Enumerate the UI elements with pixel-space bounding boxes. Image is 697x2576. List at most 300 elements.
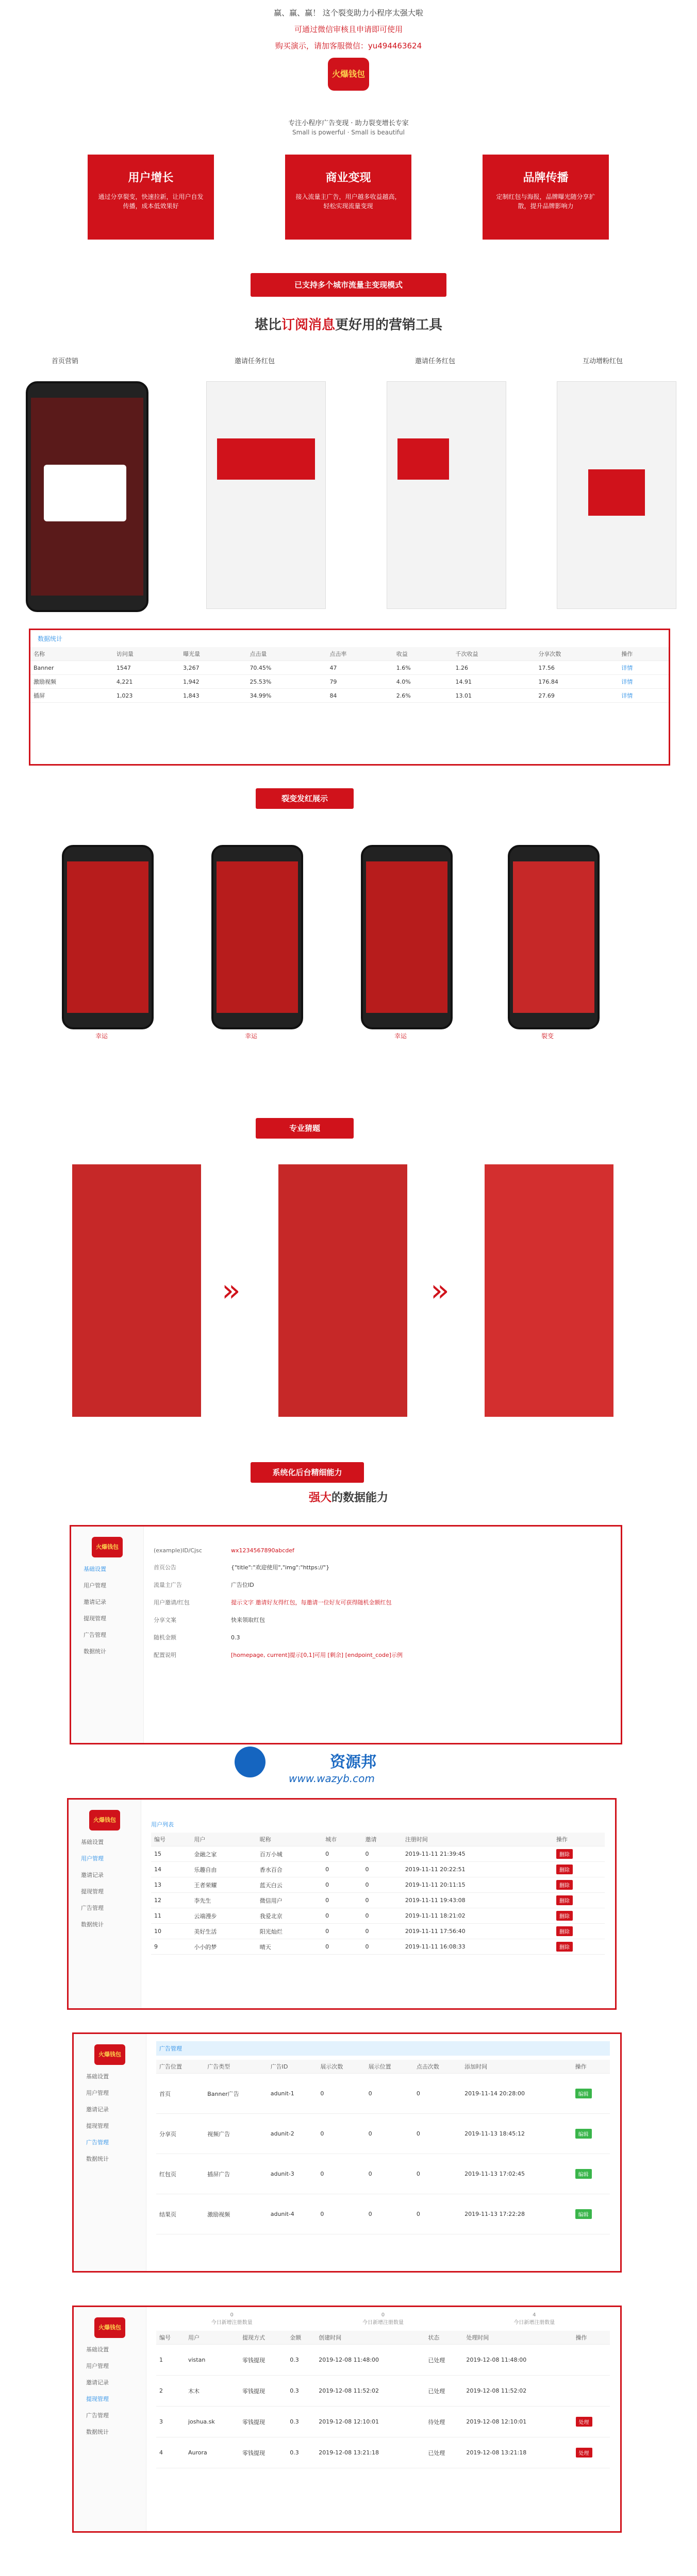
admin-sidebar xyxy=(74,2034,146,2271)
tools-title xyxy=(0,314,697,333)
cell: adunit-2 xyxy=(268,2114,318,2154)
cell: 2019-11-11 18:21:02 xyxy=(402,1908,553,1924)
config-label: 用户邀请/红包 xyxy=(154,1599,190,1606)
col-header: 展示位置 xyxy=(366,2060,413,2074)
cell: 1,843 xyxy=(180,689,246,703)
header-tagline: 赢、赢、赢！ 这个裂变助力小程序太强大啦 xyxy=(274,8,423,18)
sidebar-item[interactable]: 广告管理 xyxy=(81,1905,104,1911)
brand-slogan-en: Small is powerful · Small is beautiful xyxy=(292,129,405,136)
cell: 0 xyxy=(322,1893,362,1908)
config-label: 配置说明 xyxy=(154,1652,176,1658)
sidebar-item[interactable]: 基础设置 xyxy=(81,1839,104,1845)
cell: 0 xyxy=(366,2194,413,2234)
brand-logo-text: 火爆钱包 xyxy=(331,69,365,79)
cell: 4,221 xyxy=(113,675,180,689)
cell: 70.45% xyxy=(246,661,326,675)
phone-label: 幸运 xyxy=(394,1032,407,1040)
config-row xyxy=(154,1547,610,1554)
cell: 0 xyxy=(362,1846,402,1862)
cell: 0 xyxy=(362,1862,402,1877)
admin-title-pre: 强大 xyxy=(308,1492,331,1504)
quiz-screen-1 xyxy=(72,1164,201,1417)
config-row xyxy=(154,1563,610,1571)
cell: 1.6% xyxy=(393,661,453,675)
header-subtitle: 可通过微信审核且申请即可使用 xyxy=(294,25,403,34)
cell: 4.0% xyxy=(393,675,453,689)
feature-card-growth xyxy=(88,155,214,240)
config-panel xyxy=(70,1525,622,1744)
header-contact xyxy=(0,40,697,51)
cell: 激励视频 xyxy=(30,675,113,689)
config-label: (example)ID/Cjsc xyxy=(154,1547,202,1554)
brand-logo xyxy=(328,58,369,91)
config-value[interactable]: [homepage, current]提示[0,1]可用 [剩余] [endpoint_code]示例 xyxy=(231,1652,403,1658)
cell: 0 xyxy=(413,2114,461,2154)
cell: 2019-12-08 12:10:01 xyxy=(463,2406,572,2437)
config-row xyxy=(154,1633,610,1641)
process-button[interactable]: 处理 xyxy=(576,2417,592,2427)
cell: 2019-11-11 21:39:45 xyxy=(402,1846,553,1862)
ads-tab[interactable]: 广告管理 xyxy=(156,2041,610,2056)
table-row xyxy=(151,1908,605,1924)
feature-card-brand xyxy=(483,155,609,240)
table-row xyxy=(30,675,669,689)
quiz-screen-2 xyxy=(278,1164,407,1417)
stat-value: 0 xyxy=(230,2312,234,2318)
cell: 1547 xyxy=(113,661,180,675)
col-header: 编号 xyxy=(156,2331,185,2345)
cell: 微信用户 xyxy=(257,1893,322,1908)
col-header: 处理时间 xyxy=(463,2331,572,2345)
cell: 3,267 xyxy=(180,661,246,675)
table-row xyxy=(156,2154,610,2194)
cell: joshua.sk xyxy=(185,2406,239,2437)
stat-item xyxy=(362,2312,404,2326)
cell: 0 xyxy=(322,1924,362,1939)
tool-label: 邀请任务红包 xyxy=(415,358,456,365)
col-header: 操作 xyxy=(572,2060,610,2074)
cell: 2019-11-13 17:02:45 xyxy=(461,2154,572,2194)
tools-title-post: 更好用的营销工具 xyxy=(335,317,443,333)
col-header: 曝光量 xyxy=(180,647,246,661)
cell: 百万小城 xyxy=(257,1846,322,1862)
cell: 34.99% xyxy=(246,689,326,703)
table-row xyxy=(156,2345,610,2376)
cell: 美好生活 xyxy=(191,1924,256,1939)
sidebar-item[interactable]: 邀请记录 xyxy=(86,2379,109,2386)
cell: 0 xyxy=(362,1939,402,1955)
admin-title-post: 的数据能力 xyxy=(331,1492,389,1504)
cell: 0 xyxy=(362,1908,402,1924)
col-header: 收益 xyxy=(393,647,453,661)
cell: Banner xyxy=(30,661,113,675)
process-button[interactable]: 处理 xyxy=(576,2448,592,2458)
cell: 11 xyxy=(151,1908,191,1924)
table-row xyxy=(30,689,669,703)
cell: 首页 xyxy=(156,2074,204,2114)
config-label: 随机金额 xyxy=(154,1634,176,1641)
withdraw-panel xyxy=(72,2306,622,2533)
cell: 已处理 xyxy=(425,2437,463,2468)
withdraw-content xyxy=(156,2312,610,2468)
sidebar-item[interactable]: 数据统计 xyxy=(86,2429,109,2435)
admin-sidebar xyxy=(74,2307,146,2531)
phone-label: 幸运 xyxy=(245,1032,258,1040)
col-header: 编号 xyxy=(151,1833,191,1846)
delete-button[interactable]: 删除 xyxy=(556,1895,573,1905)
cell: 3 xyxy=(156,2406,185,2437)
cell: 2019-11-11 16:08:33 xyxy=(402,1939,553,1955)
col-header: 展示次数 xyxy=(317,2060,365,2074)
table-row xyxy=(156,2074,610,2114)
config-row xyxy=(154,1598,610,1606)
brand-slogan-cn: 专注小程序广告变现 · 助力裂变增长专家 xyxy=(288,120,409,127)
sidebar-item[interactable]: 用户管理 xyxy=(84,1582,106,1589)
col-header: 点击量 xyxy=(246,647,326,661)
cell: 0 xyxy=(362,1877,402,1893)
config-label: 分享文案 xyxy=(154,1617,176,1623)
cell: 2 xyxy=(156,2376,185,2406)
phone-label: 幸运 xyxy=(95,1032,108,1040)
stat-value: 4 xyxy=(533,2312,536,2318)
cell: 已处理 xyxy=(425,2345,463,2376)
cell: 84 xyxy=(326,689,393,703)
cell: 木木 xyxy=(185,2376,239,2406)
withdraw-table xyxy=(156,2331,610,2468)
users-header-row xyxy=(151,1833,605,1846)
col-header: 点击次数 xyxy=(413,2060,461,2074)
cell: 2019-11-11 20:22:51 xyxy=(402,1862,553,1877)
cell: 王者荣耀 xyxy=(191,1877,256,1893)
stats-tab[interactable]: 数据统计 xyxy=(38,635,63,642)
col-header: 广告类型 xyxy=(204,2060,267,2074)
cell: 待处理 xyxy=(425,2406,463,2437)
feature-desc: 通过分享裂变，快速拉新，让用户自发传播，成本低效果好 xyxy=(98,193,204,210)
sidebar-item[interactable]: 用户管理 xyxy=(86,2363,109,2369)
cell: vistan xyxy=(185,2345,239,2376)
feature-card-monetize xyxy=(285,155,411,240)
cell: 2019-11-11 19:43:08 xyxy=(402,1893,553,1908)
config-label: 流量主广告 xyxy=(154,1582,182,1588)
tool-screen-2 xyxy=(206,381,326,609)
cell: 2019-11-14 20:28:00 xyxy=(461,2074,572,2114)
cell: 13.01 xyxy=(453,689,536,703)
table-row xyxy=(156,2376,610,2406)
col-header: 广告位置 xyxy=(156,2060,204,2074)
col-header: 添加时间 xyxy=(461,2060,572,2074)
withdraw-stats xyxy=(156,2312,610,2326)
tools-title-highlight: 订阅消息 xyxy=(281,317,335,333)
detail-link[interactable]: 详情 xyxy=(618,689,669,703)
cell: 2019-11-13 18:45:12 xyxy=(461,2114,572,2154)
col-header: 名称 xyxy=(30,647,113,661)
col-header: 访问量 xyxy=(113,647,180,661)
config-value[interactable]: wx1234567890abcdef xyxy=(231,1547,294,1554)
cell: 17.56 xyxy=(535,661,618,675)
col-header: 城市 xyxy=(322,1833,362,1846)
col-header: 创建时间 xyxy=(316,2331,425,2345)
withdraw-header-row xyxy=(156,2331,610,2345)
cell: 零钱提现 xyxy=(239,2437,287,2468)
feature-desc: 接入流量主广告，用户越多收益越高，轻松实现流量变现 xyxy=(295,193,401,210)
feature-title: 用户增长 xyxy=(128,172,174,184)
config-form xyxy=(154,1542,610,1668)
cell: 已处理 xyxy=(425,2376,463,2406)
ads-header-row xyxy=(156,2060,610,2074)
table-row xyxy=(156,2194,610,2234)
sidebar-item[interactable]: 数据统计 xyxy=(81,1921,104,1928)
cell: 10 xyxy=(151,1924,191,1939)
users-tab[interactable]: 用户列表 xyxy=(151,1821,174,1828)
sidebar-item[interactable]: 广告管理 xyxy=(84,1632,106,1638)
redpacket-phone-3 xyxy=(361,845,453,1029)
section-pill-redpacket: 裂变发红展示 xyxy=(256,788,354,809)
delete-button[interactable]: 删除 xyxy=(556,1926,573,1936)
col-header: 昵称 xyxy=(257,1833,322,1846)
ads-panel xyxy=(72,2032,622,2273)
col-header: 邀请 xyxy=(362,1833,402,1846)
cell: 1.26 xyxy=(453,661,536,675)
redpacket-phone-1 xyxy=(62,845,154,1029)
cell: 13 xyxy=(151,1877,191,1893)
cell: 视频广告 xyxy=(204,2114,267,2154)
config-row xyxy=(154,1616,610,1624)
cell: 0 xyxy=(322,1939,362,1955)
arrow-right-icon: » xyxy=(430,1273,450,1309)
edit-button[interactable]: 编辑 xyxy=(575,2129,592,2139)
watermark-gear-icon xyxy=(235,1747,265,1777)
stat-value: 0 xyxy=(381,2312,385,2318)
cell: adunit-4 xyxy=(268,2194,318,2234)
sidebar-item[interactable]: 用户管理 xyxy=(81,1855,104,1862)
sidebar-item[interactable]: 基础设置 xyxy=(86,2346,109,2353)
config-value[interactable]: 广告位ID xyxy=(231,1582,254,1588)
cell: 0 xyxy=(322,1846,362,1862)
cell: 0 xyxy=(317,2074,365,2114)
cell: 云端漫步 xyxy=(191,1908,256,1924)
table-row xyxy=(156,2437,610,2468)
cell: 9 xyxy=(151,1939,191,1955)
delete-button[interactable]: 删除 xyxy=(556,1880,573,1890)
cell: 0 xyxy=(362,1924,402,1939)
cell: 0 xyxy=(413,2194,461,2234)
tool-label: 首页营销 xyxy=(52,358,79,365)
sidebar-item[interactable]: 提现管理 xyxy=(86,2123,109,2129)
feature-title: 品牌传播 xyxy=(523,172,569,184)
cell: 2019-11-13 17:22:28 xyxy=(461,2194,572,2234)
redpacket-phone-2 xyxy=(211,845,303,1029)
config-value[interactable]: {"title":"欢迎使用","img":"https://"} xyxy=(231,1564,330,1571)
admin-sidebar xyxy=(69,1800,141,2008)
cell: 红包页 xyxy=(156,2154,204,2194)
sidebar-item[interactable]: 邀请记录 xyxy=(81,1872,104,1878)
cell: 1 xyxy=(156,2345,185,2376)
phone-label: 裂变 xyxy=(541,1032,554,1040)
cell: 4 xyxy=(156,2437,185,2468)
sidebar-item[interactable]: 用户管理 xyxy=(86,2090,109,2096)
cell: 1,023 xyxy=(113,689,180,703)
config-row xyxy=(154,1651,610,1659)
cell: 2019-12-08 13:21:18 xyxy=(463,2437,572,2468)
sidebar-item[interactable]: 提现管理 xyxy=(81,1888,104,1895)
cell: 小小的梦 xyxy=(191,1939,256,1955)
cell: 分享页 xyxy=(156,2114,204,2154)
stats-panel xyxy=(29,629,670,766)
config-value[interactable]: 快来领取红包 xyxy=(231,1617,265,1623)
delete-button[interactable]: 删除 xyxy=(556,1865,573,1874)
cell: 插屏广告 xyxy=(204,2154,267,2194)
cell: 阳光灿烂 xyxy=(257,1924,322,1939)
cell: 2019-12-08 13:21:18 xyxy=(316,2437,425,2468)
cell: 2019-12-08 11:52:02 xyxy=(463,2376,572,2406)
sidebar-item[interactable]: 数据统计 xyxy=(86,2156,109,2162)
cta-button[interactable]: 已支持多个城市流量主变现模式 xyxy=(251,273,446,297)
sidebar-item[interactable]: 广告管理 xyxy=(86,2139,109,2146)
redpacket-phone-4 xyxy=(508,845,600,1029)
cell: 2019-12-08 11:52:02 xyxy=(316,2376,425,2406)
cell: 插屏 xyxy=(30,689,113,703)
tool-label: 邀请任务红包 xyxy=(235,358,275,365)
sidebar-item[interactable]: 邀请记录 xyxy=(86,2106,109,2113)
cell: 2019-12-08 11:48:00 xyxy=(463,2345,572,2376)
cell: 0 xyxy=(322,1908,362,1924)
col-header: 提现方式 xyxy=(239,2331,287,2345)
cell: 0.3 xyxy=(287,2376,316,2406)
col-header: 操作 xyxy=(553,1833,605,1846)
table-row xyxy=(151,1862,605,1877)
contact-prefix: 购买演示，请加客服微信： xyxy=(275,41,368,50)
watermark-url: www.wazyb.com xyxy=(289,1772,375,1785)
feature-title: 商业变现 xyxy=(325,172,371,184)
edit-button[interactable]: 编辑 xyxy=(575,2169,592,2179)
stats-header-row xyxy=(30,647,669,661)
cell: 0 xyxy=(366,2074,413,2114)
cell: 乐趣自由 xyxy=(191,1862,256,1877)
cell: 我爱北京 xyxy=(257,1908,322,1924)
cell: 14.91 xyxy=(453,675,536,689)
cell: 12 xyxy=(151,1893,191,1908)
cell: 15 xyxy=(151,1846,191,1862)
cell: 晴天 xyxy=(257,1939,322,1955)
table-row xyxy=(151,1846,605,1862)
delete-button[interactable]: 删除 xyxy=(556,1942,573,1952)
col-header: 分享次数 xyxy=(535,647,618,661)
stat-label: 今日新增注册数量 xyxy=(362,2320,404,2326)
stat-item xyxy=(513,2312,555,2326)
tool-phone-1 xyxy=(26,381,148,612)
edit-button[interactable]: 编辑 xyxy=(575,2209,592,2219)
cell: 47 xyxy=(326,661,393,675)
cell: 香水百合 xyxy=(257,1862,322,1877)
sidebar-item[interactable]: 数据统计 xyxy=(84,1648,106,1655)
stat-label: 今日新增注册数量 xyxy=(211,2320,253,2326)
admin-logo: 火爆钱包 xyxy=(94,2317,125,2338)
cell: 结果页 xyxy=(156,2194,204,2234)
cell: 1,942 xyxy=(180,675,246,689)
table-row xyxy=(151,1893,605,1908)
stat-item xyxy=(211,2312,253,2326)
table-row xyxy=(156,2406,610,2437)
col-header: 操作 xyxy=(573,2331,610,2345)
detail-link[interactable]: 详情 xyxy=(618,661,669,675)
cell: 李先生 xyxy=(191,1893,256,1908)
cell: 零钱提现 xyxy=(239,2376,287,2406)
admin-logo: 火爆钱包 xyxy=(92,1537,123,1557)
cell: 2.6% xyxy=(393,689,453,703)
cell: 金融之家 xyxy=(191,1846,256,1862)
sidebar-item[interactable]: 基础设置 xyxy=(86,2073,109,2080)
col-header: 千次收益 xyxy=(453,647,536,661)
section-pill-quiz: 专业猜题 xyxy=(256,1118,354,1139)
feature-desc: 定制红包与海报，品牌曝光随分享扩散，提升品牌影响力 xyxy=(496,193,595,210)
config-row xyxy=(154,1581,610,1589)
cell: 零钱提现 xyxy=(239,2345,287,2376)
config-value[interactable]: 提示文字 邀请好友得红包，每邀请一位好友可获得随机金额红包 xyxy=(231,1599,392,1606)
config-value[interactable]: 0.3 xyxy=(231,1634,240,1641)
detail-link[interactable]: 详情 xyxy=(618,675,669,689)
sidebar-item[interactable]: 提现管理 xyxy=(86,2396,109,2402)
table-row xyxy=(151,1939,605,1955)
ads-content xyxy=(156,2041,610,2234)
cell: 25.53% xyxy=(246,675,326,689)
edit-button[interactable]: 编辑 xyxy=(575,2089,592,2098)
cell: 0 xyxy=(322,1862,362,1877)
users-panel xyxy=(67,1798,617,2010)
cell: 0 xyxy=(362,1893,402,1908)
col-header: 状态 xyxy=(425,2331,463,2345)
quiz-screen-3 xyxy=(485,1164,613,1417)
cell: 0 xyxy=(322,1877,362,1893)
col-header: 广告ID xyxy=(268,2060,318,2074)
section-pill-admin: 系统化后台精细能力 xyxy=(251,1462,364,1483)
col-header: 点击率 xyxy=(326,647,393,661)
admin-sidebar xyxy=(71,1527,144,1743)
ads-table xyxy=(156,2060,610,2234)
cell: 0 xyxy=(366,2154,413,2194)
cell: 2019-12-08 12:10:01 xyxy=(316,2406,425,2437)
admin-title xyxy=(0,1489,697,1505)
table-row xyxy=(151,1924,605,1939)
tool-label: 互动增粉红包 xyxy=(583,358,623,365)
cell: Aurora xyxy=(185,2437,239,2468)
sidebar-item[interactable]: 提现管理 xyxy=(84,1615,106,1622)
col-header: 金额 xyxy=(287,2331,316,2345)
delete-button[interactable]: 删除 xyxy=(556,1911,573,1921)
tools-title-pre: 堪比 xyxy=(254,317,281,333)
delete-button[interactable]: 删除 xyxy=(556,1849,573,1859)
cell: 蓝天白云 xyxy=(257,1877,322,1893)
arrow-right-icon: » xyxy=(222,1273,241,1309)
table-row xyxy=(156,2114,610,2154)
sidebar-item[interactable]: 邀请记录 xyxy=(84,1599,106,1605)
cell: 2019-12-08 11:48:00 xyxy=(316,2345,425,2376)
users-content xyxy=(151,1820,605,1955)
cell: 27.69 xyxy=(535,689,618,703)
table-row xyxy=(30,661,669,675)
cell: 0.3 xyxy=(287,2406,316,2437)
cell: 0.3 xyxy=(287,2345,316,2376)
cell: 零钱提现 xyxy=(239,2406,287,2437)
cell: 0.3 xyxy=(287,2437,316,2468)
cell: 0 xyxy=(317,2154,365,2194)
cell: 2019-11-11 17:56:40 xyxy=(402,1924,553,1939)
col-header: 用户 xyxy=(191,1833,256,1846)
sidebar-item[interactable]: 基础设置 xyxy=(84,1566,106,1572)
tool-screen-4 xyxy=(557,381,676,609)
cell: 176.84 xyxy=(535,675,618,689)
sidebar-item[interactable]: 广告管理 xyxy=(86,2412,109,2419)
cell: 0 xyxy=(317,2114,365,2154)
